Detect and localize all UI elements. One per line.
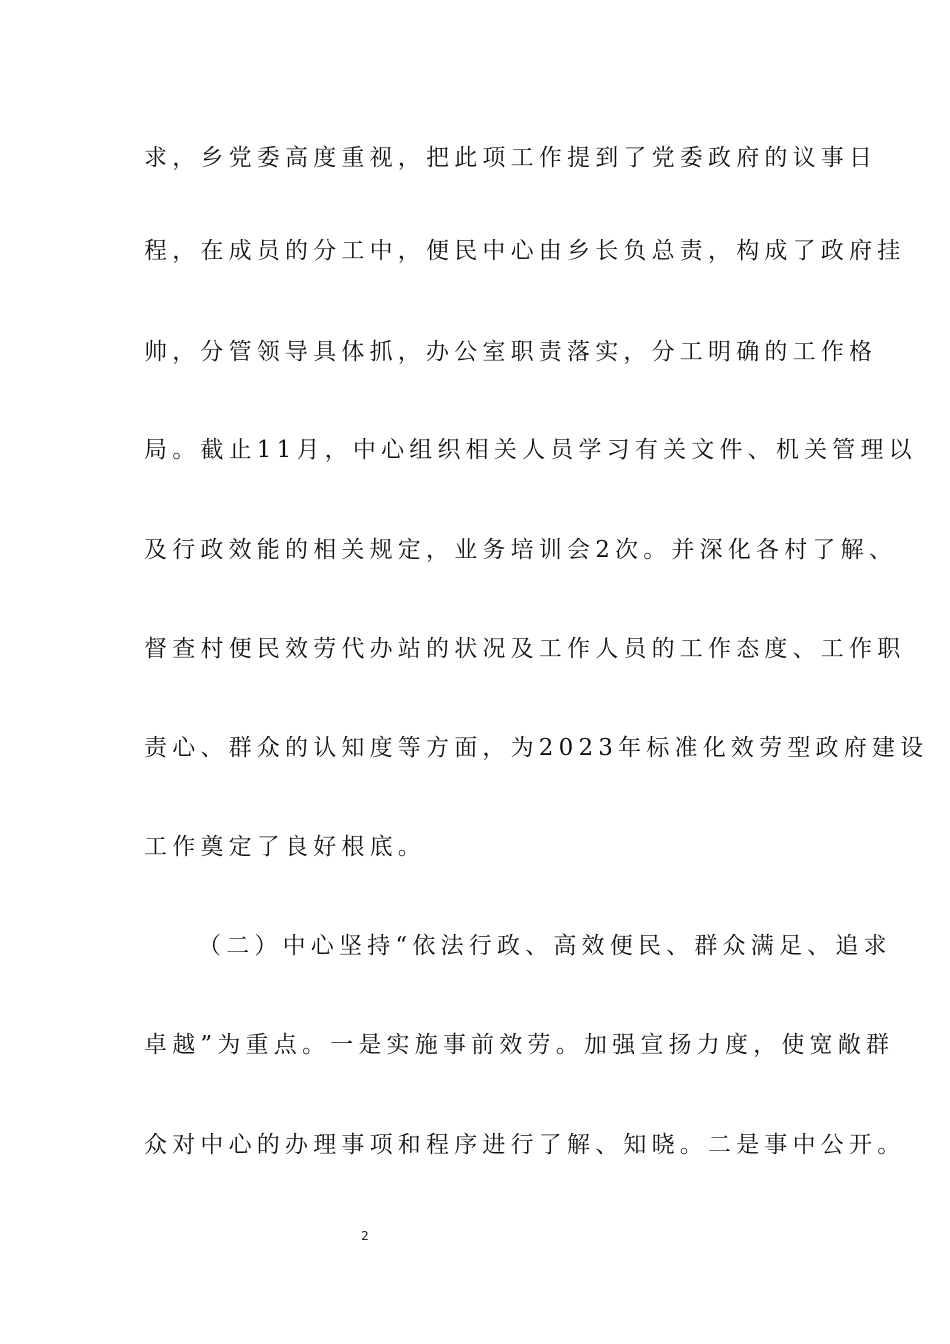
body-text-line: 责心、群众的认知度等方面，为2023年标准化效劳型政府建设 bbox=[144, 735, 929, 761]
page-number: 2 bbox=[361, 1229, 369, 1243]
body-text-line: 程，在成员的分工中，便民中心由乡长负总责，构成了政府挂 bbox=[144, 238, 906, 264]
body-text-line: 卓越”为重点。一是实施事前效劳。加强宣扬力度，使宽敞群 bbox=[144, 1032, 895, 1058]
body-text-line: 帅，分管领导具体抓，办公室职责落实，分工明确的工作格 bbox=[144, 339, 878, 365]
body-text-line: 督查村便民效劳代办站的状况及工作人员的工作态度、工作职 bbox=[144, 636, 906, 662]
body-text-line: 及行政效能的相关规定，业务培训会2次。并深化各村了解、 bbox=[144, 537, 898, 563]
body-text-line: 工作奠定了良好根底。 bbox=[144, 834, 426, 860]
body-text-line: 众对中心的办理事项和程序进行了解、知晓。二是事中公开。 bbox=[144, 1132, 906, 1158]
body-text-line: 求，乡党委高度重视，把此项工作提到了党委政府的议事日 bbox=[144, 145, 878, 171]
paragraph-first-line: （二）中心坚持“依法行政、高效便民、群众满足、追求 bbox=[198, 933, 892, 959]
body-text-line: 局。截止11月，中心组织相关人员学习有关文件、机关管理以 bbox=[144, 437, 917, 463]
